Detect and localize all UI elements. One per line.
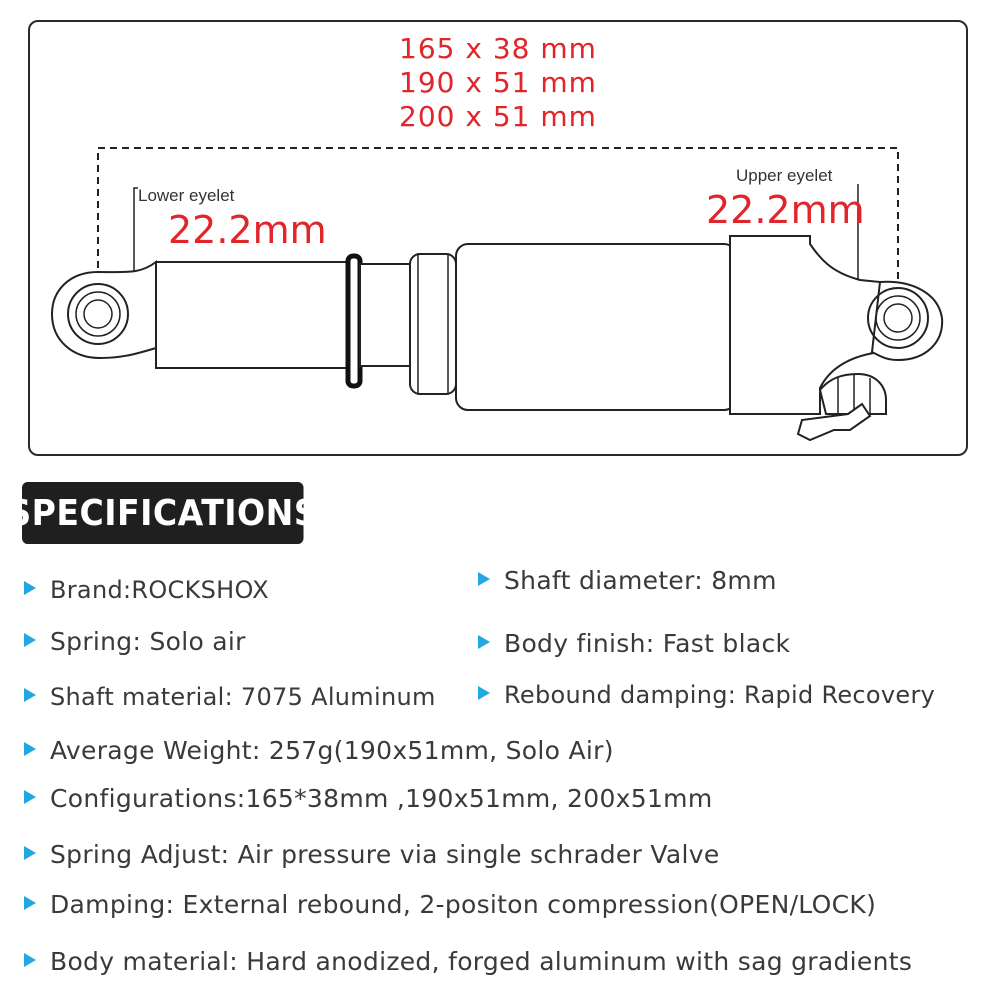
bullet-arrow-icon [24,688,36,702]
specifications-heading: SPECIFICATIONS [22,482,304,544]
bullet-arrow-icon [478,635,490,649]
lower-eyelet-label: Lower eyelet [138,186,235,205]
spec-item-body-finish: Body finish: Fast black [478,629,790,658]
spec-item-shaft-material: Shaft material: 7075 Aluminum [24,683,436,711]
shock-diagram-frame [28,20,968,456]
spec-item-shaft-diameter: Shaft diameter: 8mm [478,566,777,595]
bullet-arrow-icon [24,742,36,756]
spec-item-damping: Damping: External rebound, 2-positon compression(OPEN/LOCK) [24,890,876,919]
bullet-arrow-icon [478,686,490,700]
spec-item-configurations: Configurations:165*38mm ,190x51mm, 200x51mm [24,784,712,813]
rebound-knob [820,374,886,414]
bullet-arrow-icon [24,790,36,804]
spec-item-brand: Brand:ROCKSHOX [24,576,269,604]
spec-item-body-material: Body material: Hard anodized, forged aluminum with sag gradients [24,947,912,976]
sag-o-ring [348,256,360,386]
seal-head-collar [410,254,456,394]
upper-eyelet-body [872,282,942,360]
spec-item-average-weight: Average Weight: 257g(190x51mm, Solo Air) [24,736,614,765]
spec-item-spring: Spring: Solo air [24,627,246,656]
bullet-arrow-icon [478,572,490,586]
spec-item-rebound-damping: Rebound damping: Rapid Recovery [478,681,935,709]
bullet-arrow-icon [24,846,36,860]
dimension-option-2: 190 x 51 mm [399,66,597,99]
dimension-option-1: 165 x 38 mm [399,32,597,65]
lower-eyelet-size: 22.2mm [168,208,327,252]
damper-shaft [360,264,410,366]
spec-item-spring-adjust: Spring Adjust: Air pressure via single schrader Valve [24,840,720,869]
bullet-arrow-icon [24,581,36,595]
bullet-arrow-icon [24,633,36,647]
upper-eyelet-size: 22.2mm [706,188,865,232]
bullet-arrow-icon [24,896,36,910]
lower-tube [156,262,352,368]
upper-eyelet-label: Upper eyelet [736,166,833,185]
dimension-option-3: 200 x 51 mm [399,100,597,133]
air-can [456,244,736,410]
bullet-arrow-icon [24,953,36,967]
